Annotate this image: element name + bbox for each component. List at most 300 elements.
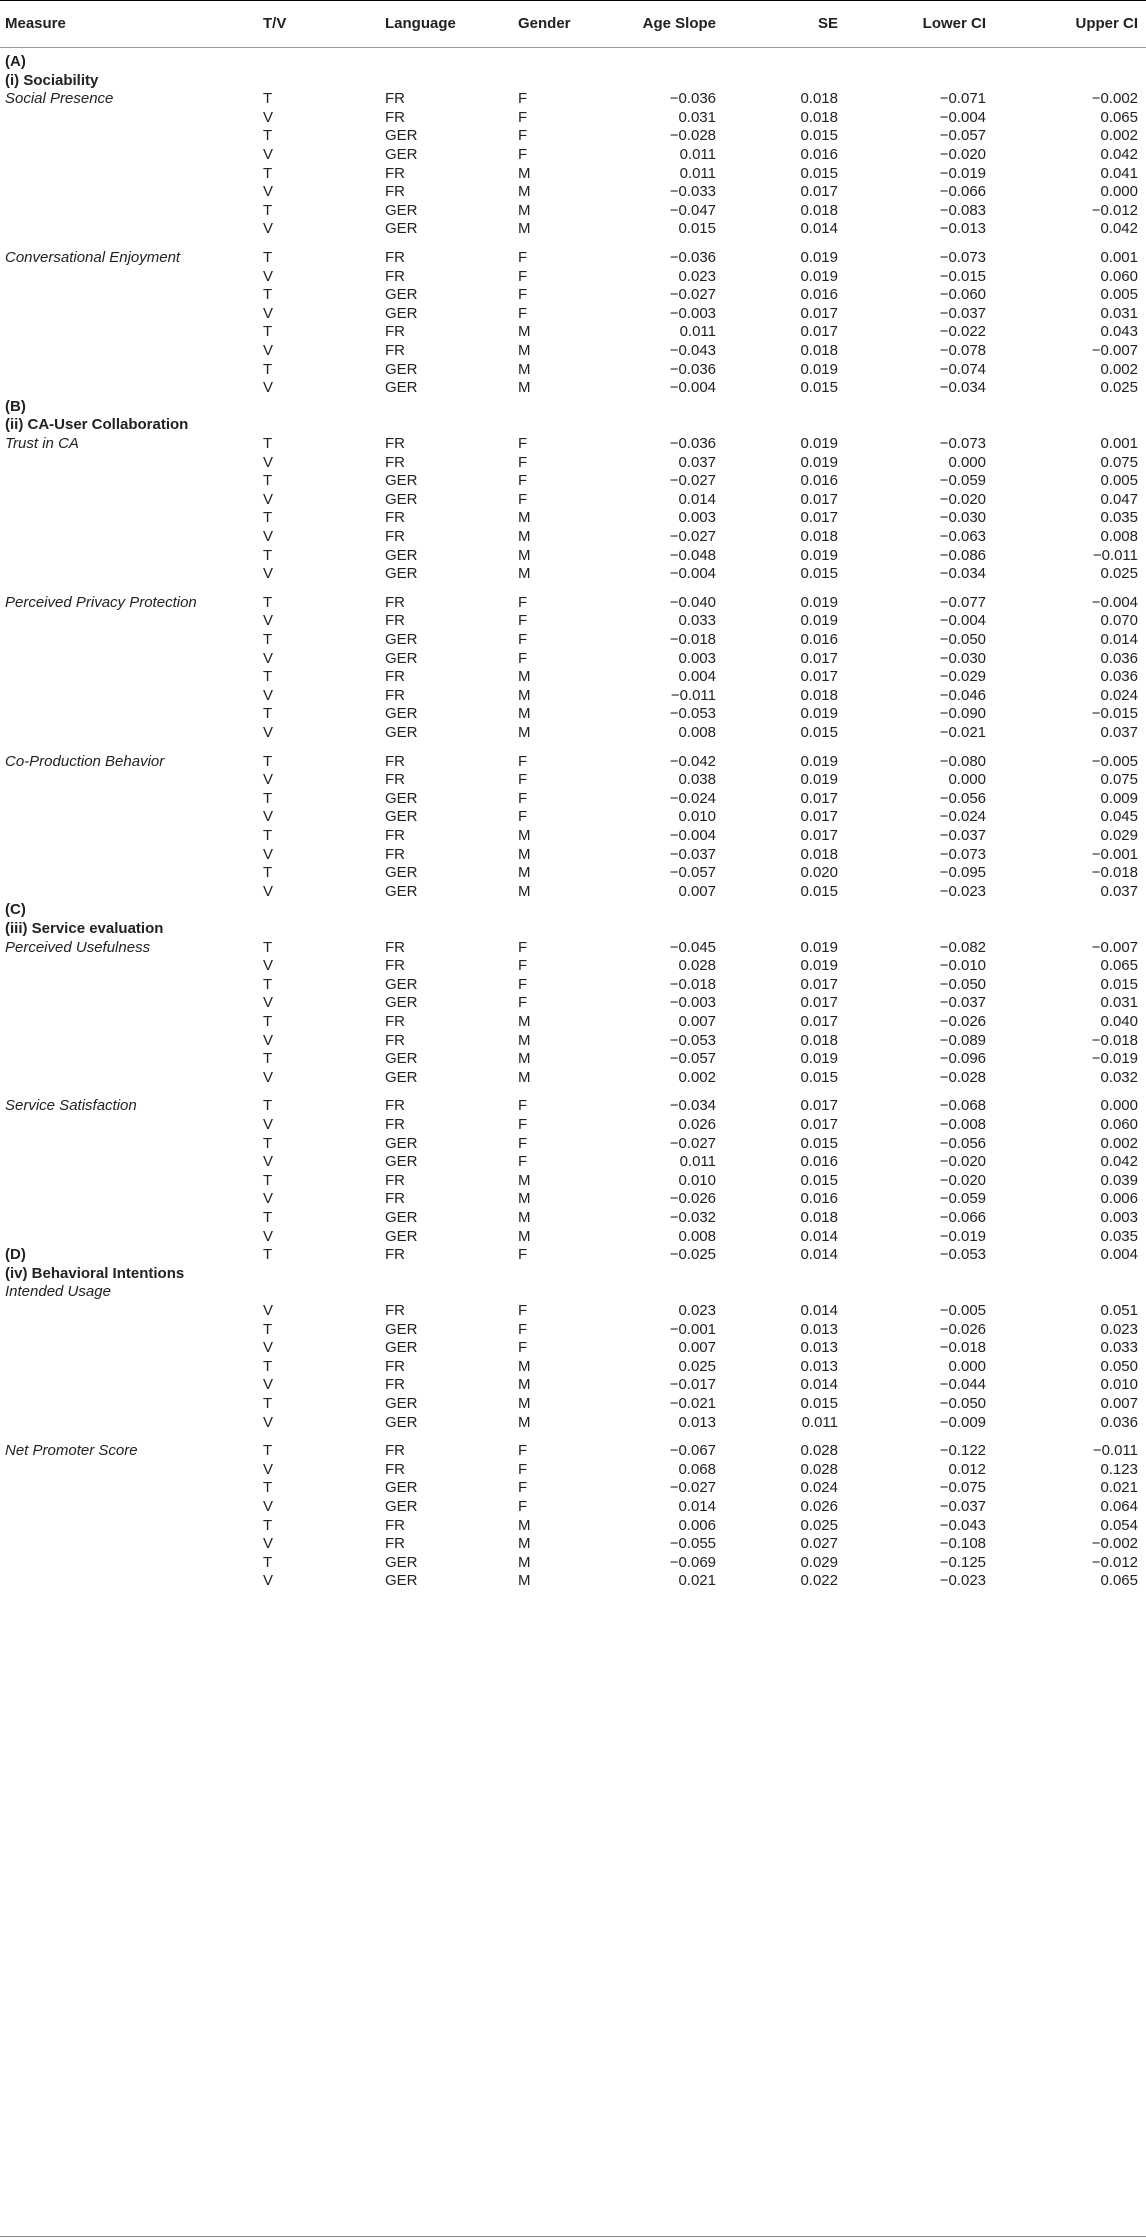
cell-lower-ci: −0.020 [939, 1153, 986, 1171]
cell-upper-ci: 0.002 [1100, 1134, 1138, 1152]
cell-se: 0.019 [800, 453, 838, 471]
cell-upper-ci: 0.023 [1100, 1320, 1138, 1338]
cell-lower-ci: 0.000 [948, 771, 986, 789]
cell-lower-ci: −0.019 [939, 164, 986, 182]
cell-upper-ci: 0.035 [1100, 1227, 1138, 1245]
cell-measure: Conversational Enjoyment [5, 249, 181, 266]
cell-se: 0.018 [800, 342, 838, 359]
cell-se: 0.018 [800, 201, 838, 219]
cell-gender: M [518, 1357, 531, 1375]
cell-age-slope: −0.034 [669, 1097, 716, 1115]
cell-gender: F [518, 593, 528, 611]
cell-se: 0.025 [800, 1516, 838, 1534]
cell-gender: M [518, 1190, 531, 1208]
cell-age-slope: 0.025 [678, 1357, 716, 1375]
cell-language: FR [385, 509, 405, 527]
cell-language: FR [385, 108, 405, 126]
cell-age-slope: −0.018 [669, 975, 716, 993]
cell-gender: F [518, 1153, 528, 1171]
cell-gender: M [518, 668, 531, 686]
header-language: Language [385, 15, 456, 32]
cell-lower-ci: −0.073 [939, 249, 986, 266]
cell-se: 0.019 [800, 267, 838, 285]
cell-upper-ci: 0.075 [1100, 453, 1138, 471]
cell-lower-ci: −0.063 [939, 528, 986, 545]
cell-upper-ci: 0.064 [1100, 1498, 1138, 1515]
cell-gender: F [518, 1479, 528, 1497]
cell-age-slope: −0.053 [669, 705, 716, 723]
cell-se: 0.014 [800, 1246, 838, 1264]
cell-upper-ci: 0.031 [1100, 994, 1138, 1012]
cell-lower-ci: −0.050 [939, 1395, 986, 1412]
section-label: (i) Sociability [5, 71, 99, 89]
cell-gender: F [518, 435, 528, 452]
cell-se: 0.013 [800, 1339, 838, 1357]
cell-se: 0.028 [800, 1460, 838, 1478]
cell-tv: T [263, 1553, 273, 1571]
cell-lower-ci: −0.009 [939, 1413, 986, 1431]
cell-tv: T [263, 286, 273, 304]
cell-lower-ci: −0.004 [939, 612, 986, 630]
cell-upper-ci: −0.011 [1092, 546, 1138, 564]
cell-se: 0.015 [800, 1395, 838, 1412]
cell-language: FR [385, 1116, 405, 1133]
table-row [0, 1410, 1146, 1436]
cell-se: 0.019 [800, 957, 838, 975]
cell-language: FR [385, 164, 405, 182]
cell-gender: M [518, 882, 531, 900]
cell-tv: T [263, 593, 273, 611]
cell-language: GER [385, 220, 418, 238]
cell-upper-ci: 0.036 [1100, 1413, 1138, 1431]
cell-upper-ci: 0.007 [1100, 1395, 1138, 1412]
cell-gender: M [518, 220, 531, 238]
cell-upper-ci: 0.065 [1100, 108, 1138, 126]
cell-gender: M [518, 1013, 531, 1030]
cell-lower-ci: −0.046 [939, 686, 986, 704]
cell-language: GER [385, 546, 418, 564]
cell-tv: T [263, 1246, 273, 1264]
cell-se: 0.015 [800, 379, 838, 397]
cell-language: GER [385, 286, 418, 304]
cell-tv: T [263, 668, 273, 686]
cell-upper-ci: 0.005 [1100, 286, 1138, 304]
cell-lower-ci: −0.034 [939, 379, 986, 397]
cell-lower-ci: −0.020 [939, 490, 986, 508]
cell-se: 0.015 [800, 164, 838, 182]
cell-age-slope: 0.011 [679, 323, 716, 341]
cell-se: 0.019 [800, 546, 838, 564]
cell-age-slope: −0.057 [669, 864, 716, 882]
cell-gender: F [518, 1246, 528, 1264]
cell-se: 0.016 [800, 1190, 838, 1208]
cell-age-slope: 0.014 [678, 1498, 716, 1515]
cell-upper-ci: 0.015 [1100, 975, 1138, 993]
cell-gender: M [518, 183, 531, 201]
cell-upper-ci: −0.004 [1091, 593, 1138, 611]
cell-age-slope: 0.007 [678, 1013, 716, 1030]
cell-lower-ci: −0.018 [939, 1339, 986, 1357]
cell-language: FR [385, 1246, 405, 1264]
cell-gender: F [518, 1097, 528, 1115]
cell-age-slope: 0.010 [678, 1171, 716, 1189]
cell-age-slope: −0.025 [669, 1246, 716, 1264]
cell-lower-ci: −0.059 [939, 472, 986, 490]
cell-age-slope: −0.011 [670, 686, 716, 704]
table-bottom-rule [0, 2236, 1146, 2237]
cell-upper-ci: 0.054 [1100, 1516, 1138, 1534]
cell-upper-ci: 0.029 [1100, 827, 1138, 844]
cell-upper-ci: 0.025 [1100, 565, 1138, 583]
cell-se: 0.017 [800, 509, 838, 527]
cell-language: FR [385, 249, 405, 266]
cell-tv: T [263, 164, 273, 182]
cell-gender: F [518, 472, 528, 490]
cell-upper-ci: 0.045 [1100, 808, 1138, 826]
cell-gender: M [518, 546, 531, 564]
cell-language: FR [385, 342, 405, 359]
cell-gender: M [518, 1516, 531, 1534]
cell-gender: M [518, 323, 531, 341]
cell-se: 0.019 [800, 593, 838, 611]
cell-upper-ci: 0.031 [1100, 304, 1138, 322]
cell-age-slope: −0.027 [669, 286, 716, 304]
cell-tv: V [263, 379, 274, 397]
cell-tv: T [263, 1442, 273, 1460]
cell-gender: F [518, 1442, 528, 1460]
cell-lower-ci: −0.030 [939, 649, 986, 667]
cell-tv: V [263, 1535, 274, 1553]
cell-gender: F [518, 612, 528, 630]
cell-upper-ci: 0.042 [1100, 1153, 1138, 1171]
cell-language: FR [385, 1031, 405, 1049]
cell-tv: T [263, 1013, 273, 1030]
cell-se: 0.015 [800, 724, 838, 741]
cell-tv: V [263, 220, 274, 238]
cell-age-slope: −0.027 [669, 1134, 716, 1152]
cell-se: 0.017 [800, 183, 838, 201]
cell-age-slope: 0.023 [678, 267, 716, 285]
cell-language: GER [385, 864, 418, 882]
cell-gender: F [518, 975, 528, 993]
cell-lower-ci: −0.013 [939, 220, 986, 238]
cell-se: 0.016 [800, 631, 838, 648]
cell-upper-ci: 0.070 [1100, 612, 1138, 630]
cell-age-slope: 0.033 [678, 612, 716, 630]
cell-lower-ci: −0.077 [939, 593, 986, 611]
cell-age-slope: 0.011 [679, 1153, 716, 1171]
cell-measure: Co-Production Behavior [5, 752, 165, 770]
cell-language: GER [385, 808, 418, 826]
cell-gender: F [518, 90, 528, 108]
cell-gender: F [518, 1498, 528, 1515]
cell-age-slope: −0.003 [669, 304, 716, 322]
cell-language: GER [385, 1153, 418, 1171]
cell-gender: M [518, 705, 531, 723]
cell-upper-ci: 0.050 [1100, 1357, 1138, 1375]
cell-language: FR [385, 1535, 405, 1553]
cell-se: 0.018 [800, 528, 838, 545]
cell-language: FR [385, 1516, 405, 1534]
cell-gender: F [518, 752, 528, 770]
cell-gender: F [518, 1302, 528, 1319]
cell-upper-ci: −0.011 [1092, 1442, 1138, 1460]
cell-age-slope: −0.040 [669, 593, 716, 611]
cell-age-slope: −0.027 [669, 528, 716, 545]
cell-age-slope: −0.048 [669, 546, 716, 564]
cell-age-slope: 0.023 [678, 1302, 716, 1319]
cell-se: 0.018 [800, 686, 838, 704]
cell-age-slope: 0.007 [678, 1339, 716, 1357]
cell-tv: V [263, 808, 274, 826]
cell-tv: V [263, 724, 274, 741]
table-row [0, 1568, 1146, 1594]
cell-gender: F [518, 994, 528, 1012]
cell-tv: T [263, 1097, 273, 1115]
cell-age-slope: −0.036 [669, 249, 716, 266]
cell-age-slope: 0.010 [678, 808, 716, 826]
cell-language: FR [385, 593, 405, 611]
cell-age-slope: −0.032 [669, 1209, 716, 1226]
cell-upper-ci: 0.033 [1100, 1339, 1138, 1357]
cell-language: GER [385, 882, 418, 900]
cell-age-slope: −0.053 [669, 1031, 716, 1049]
header-measure: Measure [5, 15, 66, 32]
cell-gender: F [518, 249, 528, 266]
cell-lower-ci: −0.008 [939, 1116, 986, 1133]
cell-upper-ci: 0.123 [1100, 1460, 1138, 1478]
cell-age-slope: 0.007 [678, 882, 716, 900]
cell-upper-ci: −0.012 [1091, 1553, 1138, 1571]
cell-tv: T [263, 360, 273, 378]
cell-se: 0.018 [800, 1031, 838, 1049]
cell-se: 0.029 [800, 1553, 838, 1571]
cell-gender: M [518, 1050, 531, 1068]
cell-lower-ci: −0.021 [939, 724, 986, 741]
cell-se: 0.017 [800, 1116, 838, 1133]
cell-tv: T [263, 752, 273, 770]
cell-language: FR [385, 612, 405, 630]
cell-measure: Service Satisfaction [5, 1097, 137, 1115]
cell-gender: F [518, 146, 528, 163]
cell-gender: M [518, 1572, 531, 1590]
cell-tv: V [263, 1572, 274, 1590]
cell-gender: M [518, 528, 531, 545]
cell-age-slope: −0.033 [669, 183, 716, 201]
cell-gender: M [518, 1395, 531, 1412]
header-se: SE [817, 15, 838, 32]
cell-lower-ci: −0.056 [939, 789, 986, 807]
cell-age-slope: −0.004 [669, 565, 716, 583]
cell-language: GER [385, 1413, 418, 1431]
cell-upper-ci: 0.040 [1100, 1013, 1138, 1030]
cell-gender: F [518, 1320, 528, 1338]
cell-age-slope: 0.011 [679, 164, 716, 182]
cell-age-slope: −0.055 [669, 1535, 716, 1553]
cell-tv: T [263, 90, 273, 108]
cell-lower-ci: −0.034 [939, 565, 986, 583]
cell-language: FR [385, 267, 405, 285]
cell-tv: T [263, 975, 273, 993]
cell-lower-ci: −0.037 [939, 994, 986, 1012]
cell-lower-ci: −0.060 [939, 286, 986, 304]
cell-lower-ci: −0.095 [939, 864, 986, 882]
cell-se: 0.015 [800, 127, 838, 145]
cell-tv: V [263, 490, 274, 508]
cell-age-slope: −0.018 [669, 631, 716, 648]
cell-age-slope: −0.027 [669, 1479, 716, 1497]
cell-age-slope: −0.021 [669, 1395, 716, 1412]
table-header-row [0, 0, 1146, 48]
cell-gender: M [518, 1031, 531, 1049]
cell-lower-ci: −0.068 [939, 1097, 986, 1115]
cell-measure: Social Presence [5, 90, 114, 108]
cell-language: GER [385, 975, 418, 993]
cell-language: GER [385, 1395, 418, 1412]
cell-language: FR [385, 752, 405, 770]
header-upper-ci: Upper CI [1075, 15, 1138, 32]
cell-language: FR [385, 1302, 405, 1319]
cell-tv: V [263, 612, 274, 630]
cell-upper-ci: 0.005 [1100, 472, 1138, 490]
cell-tv: T [263, 1171, 273, 1189]
cell-upper-ci: −0.005 [1091, 752, 1138, 770]
cell-tv: V [263, 1460, 274, 1478]
cell-language: FR [385, 1376, 405, 1394]
cell-gender: M [518, 1209, 531, 1226]
cell-upper-ci: 0.036 [1100, 668, 1138, 686]
cell-language: GER [385, 146, 418, 163]
cell-lower-ci: 0.012 [948, 1460, 986, 1478]
cell-se: 0.017 [800, 1097, 838, 1115]
cell-upper-ci: −0.018 [1091, 864, 1138, 882]
cell-upper-ci: 0.024 [1100, 686, 1138, 704]
cell-measure: (D) [5, 1246, 26, 1264]
cell-tv: V [263, 1068, 274, 1086]
cell-tv: V [263, 882, 274, 900]
cell-tv: V [263, 342, 274, 359]
cell-upper-ci: 0.036 [1100, 649, 1138, 667]
cell-lower-ci: −0.066 [939, 183, 986, 201]
cell-se: 0.017 [800, 1013, 838, 1030]
table-row [0, 720, 1146, 746]
cell-language: FR [385, 686, 405, 704]
cell-lower-ci: −0.037 [939, 827, 986, 844]
cell-gender: M [518, 864, 531, 882]
cell-language: GER [385, 490, 418, 508]
cell-gender: F [518, 490, 528, 508]
cell-upper-ci: 0.043 [1100, 323, 1138, 341]
cell-gender: M [518, 360, 531, 378]
cell-gender: F [518, 1339, 528, 1357]
cell-lower-ci: −0.078 [939, 342, 986, 359]
cell-upper-ci: 0.041 [1100, 164, 1138, 182]
cell-se: 0.022 [800, 1572, 838, 1590]
section-label: (iii) Service evaluation [5, 920, 164, 937]
cell-language: FR [385, 771, 405, 789]
cell-language: FR [385, 938, 405, 956]
cell-upper-ci: 0.009 [1100, 789, 1138, 807]
cell-lower-ci: −0.096 [939, 1050, 986, 1068]
cell-gender: F [518, 957, 528, 975]
cell-age-slope: 0.002 [678, 1068, 716, 1086]
cell-language: FR [385, 1097, 405, 1115]
cell-language: GER [385, 724, 418, 741]
cell-se: 0.017 [800, 994, 838, 1012]
cell-tv: V [263, 1376, 274, 1394]
cell-lower-ci: −0.071 [939, 90, 986, 108]
cell-se: 0.011 [801, 1413, 838, 1431]
cell-tv: T [263, 1320, 273, 1338]
cell-gender: M [518, 1171, 531, 1189]
cell-lower-ci: −0.090 [939, 705, 986, 723]
cell-gender: F [518, 789, 528, 807]
cell-language: FR [385, 1460, 405, 1478]
cell-upper-ci: 0.035 [1100, 509, 1138, 527]
cell-language: GER [385, 1320, 418, 1338]
cell-tv: V [263, 1498, 274, 1515]
cell-se: 0.024 [800, 1479, 838, 1497]
cell-se: 0.016 [800, 1153, 838, 1171]
cell-se: 0.016 [800, 146, 838, 163]
cell-gender: M [518, 1376, 531, 1394]
cell-language: FR [385, 957, 405, 975]
cell-tv: T [263, 1134, 273, 1152]
cell-tv: V [263, 183, 274, 201]
cell-lower-ci: −0.029 [939, 668, 986, 686]
cell-lower-ci: −0.080 [939, 752, 986, 770]
cell-se: 0.014 [800, 1227, 838, 1245]
cell-tv: V [263, 1413, 274, 1431]
cell-tv: V [263, 1339, 274, 1357]
cell-lower-ci: −0.056 [939, 1134, 986, 1152]
cell-tv: V [263, 146, 274, 163]
cell-tv: V [263, 304, 274, 322]
cell-tv: T [263, 1050, 273, 1068]
cell-age-slope: −0.043 [669, 342, 716, 359]
cell-gender: F [518, 649, 528, 667]
cell-se: 0.017 [800, 668, 838, 686]
cell-se: 0.016 [800, 286, 838, 304]
cell-se: 0.018 [800, 1209, 838, 1226]
cell-tv: T [263, 1395, 273, 1412]
cell-upper-ci: 0.042 [1100, 146, 1138, 163]
cell-se: 0.014 [800, 220, 838, 238]
cell-se: 0.018 [800, 108, 838, 126]
cell-language: GER [385, 472, 418, 490]
cell-tv: T [263, 864, 273, 882]
cell-gender: F [518, 304, 528, 322]
cell-age-slope: 0.006 [678, 1516, 716, 1534]
cell-gender: M [518, 201, 531, 219]
cell-tv: V [263, 528, 274, 545]
cell-upper-ci: 0.042 [1100, 220, 1138, 238]
cell-language: GER [385, 127, 418, 145]
cell-gender: F [518, 771, 528, 789]
cell-lower-ci: −0.086 [939, 546, 986, 564]
cell-upper-ci: −0.002 [1091, 90, 1138, 108]
cell-se: 0.017 [800, 827, 838, 844]
cell-age-slope: −0.047 [669, 201, 716, 219]
cell-language: GER [385, 1209, 418, 1226]
cell-language: FR [385, 668, 405, 686]
cell-tv: T [263, 323, 273, 341]
section-label: (C) [5, 901, 26, 919]
cell-age-slope: 0.037 [678, 453, 716, 471]
cell-gender: F [518, 108, 528, 126]
cell-upper-ci: 0.008 [1100, 528, 1138, 545]
cell-lower-ci: −0.066 [939, 1209, 986, 1226]
